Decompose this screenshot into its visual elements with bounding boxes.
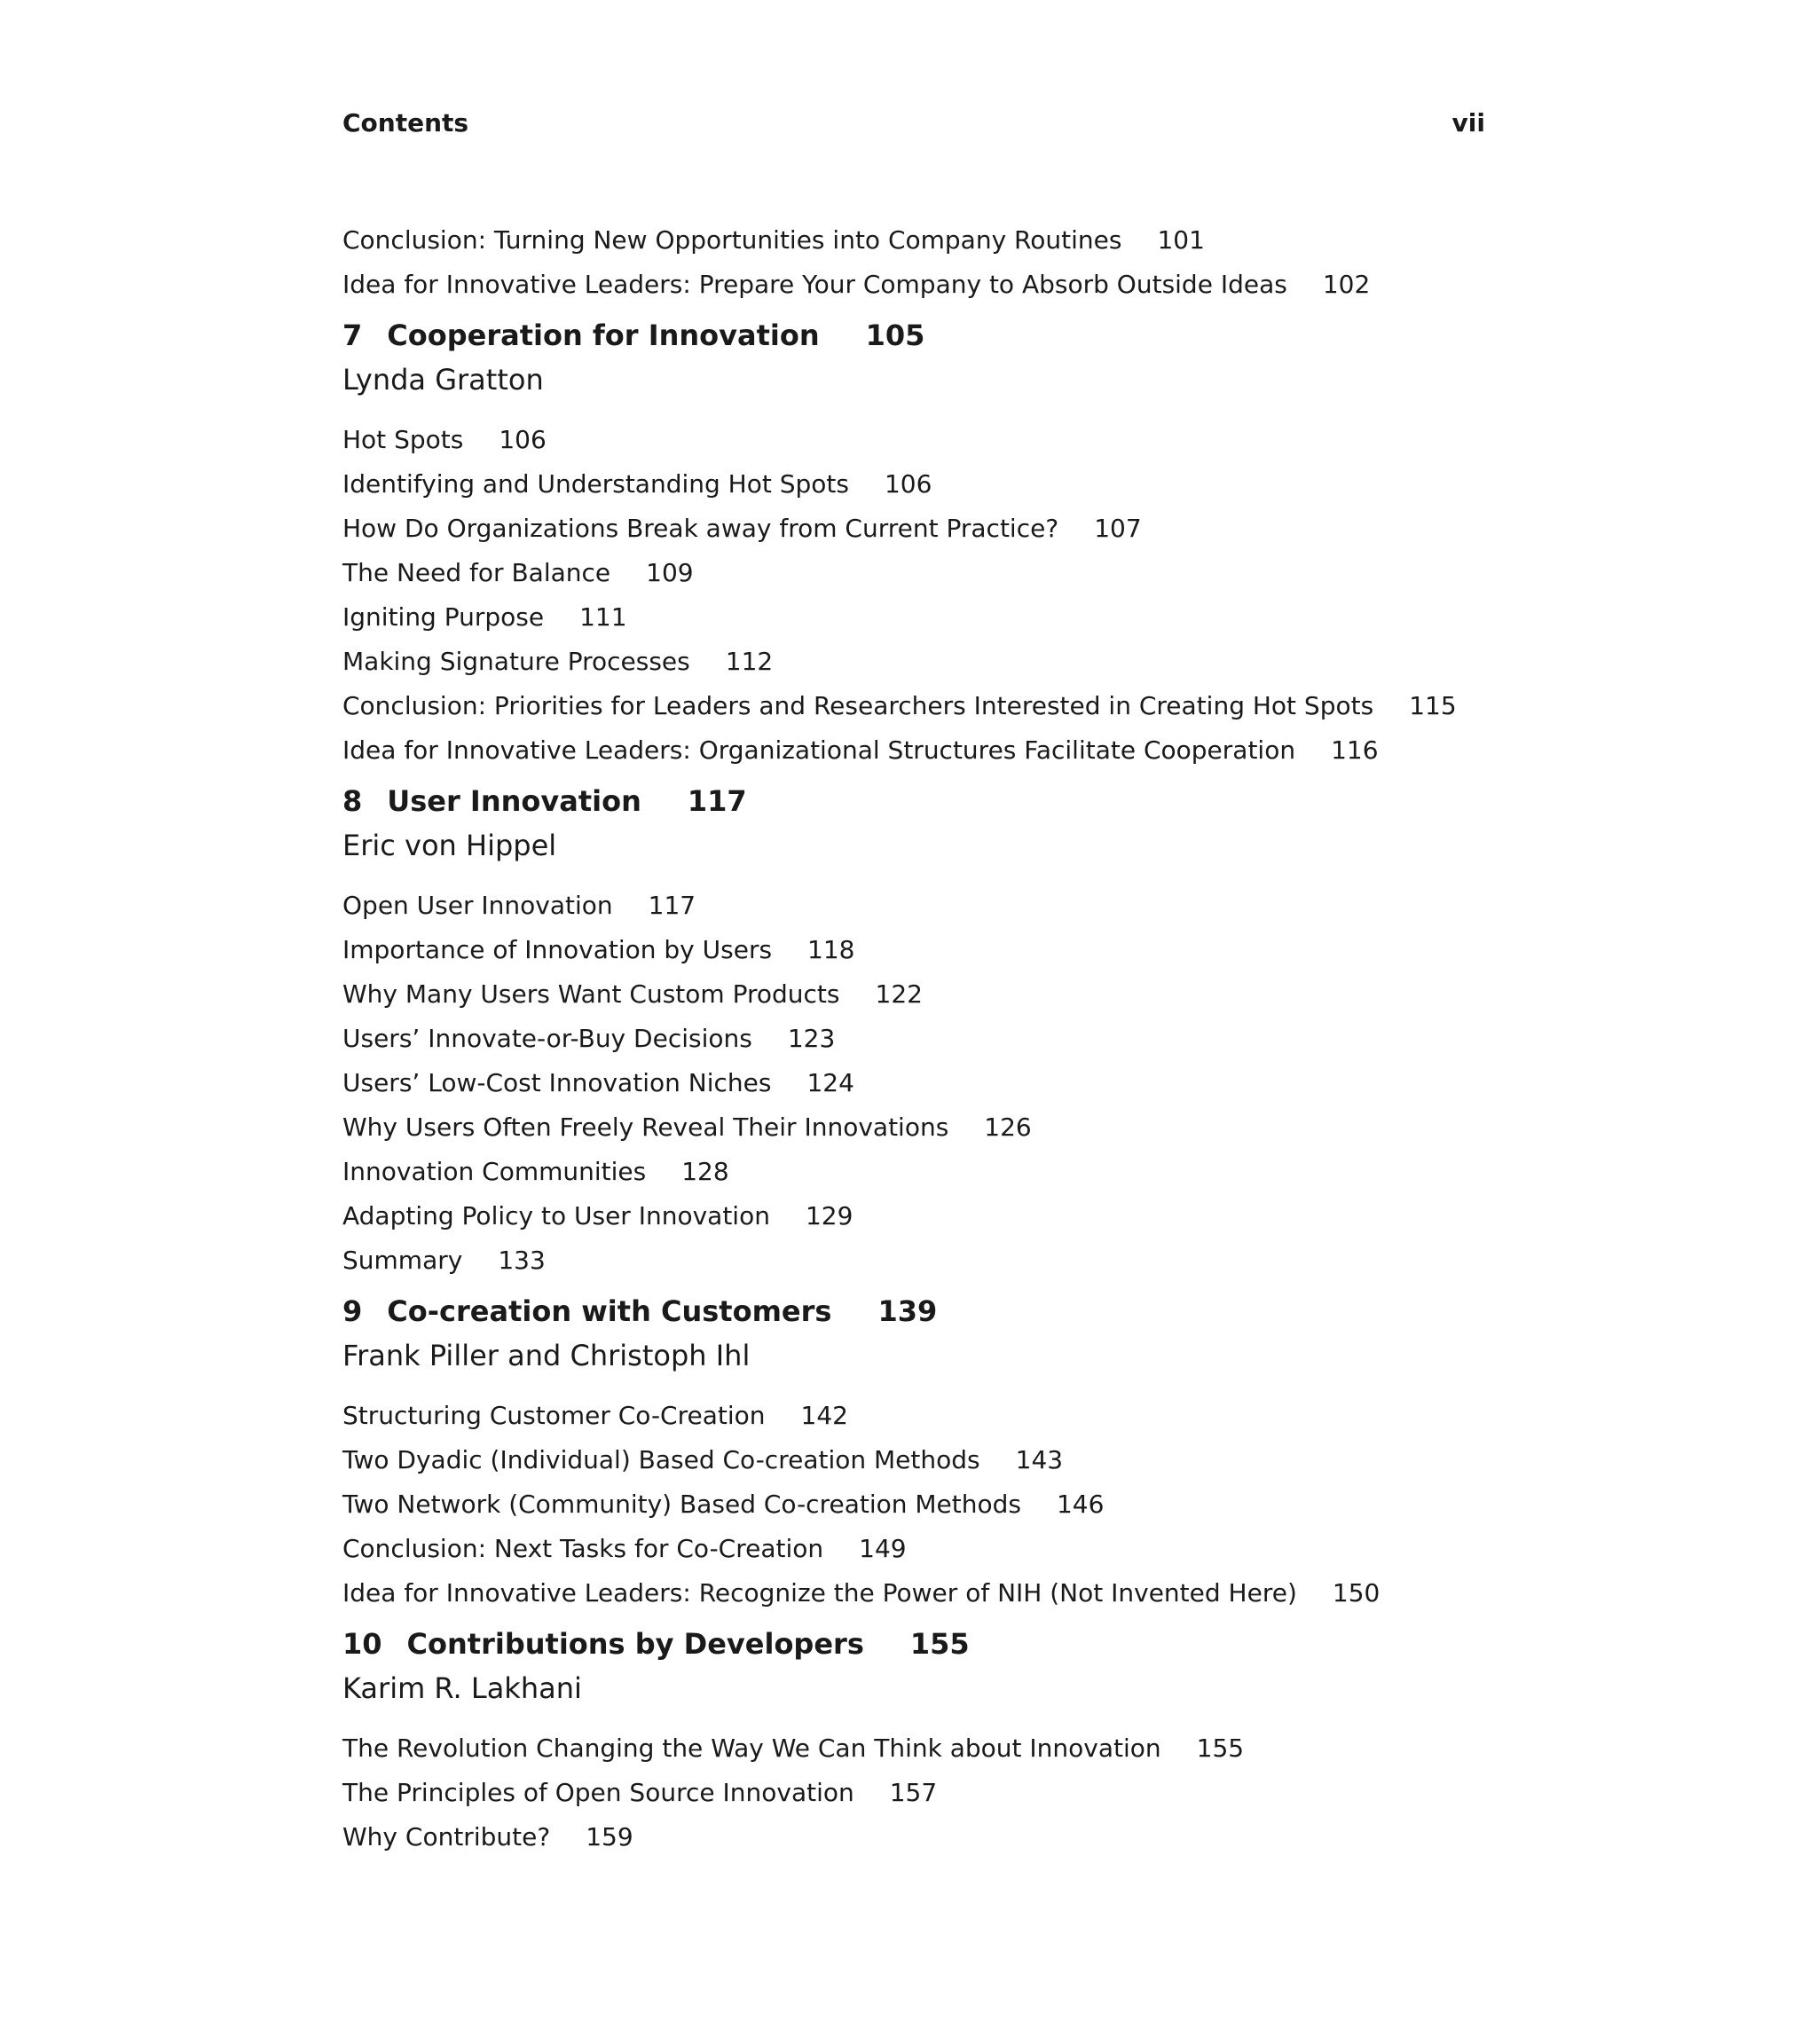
toc-entry [342,640,1485,684]
toc-entry-page: 102 [1322,270,1371,299]
toc-entry-page: 111 [579,602,627,632]
toc-entry-title: Summary [342,1246,463,1275]
toc-entry-page: 129 [805,1201,853,1230]
toc-entry-title: The Principles of Open Source Innovation [342,1778,854,1807]
toc-entry [342,1017,1485,1061]
toc-entry-title: Importance of Innovation by Users [342,935,773,964]
toc-entry-page: 124 [806,1068,854,1097]
toc-entry-page: 101 [1157,225,1205,255]
running-head [342,108,1485,144]
toc-entry [342,928,1485,972]
chapter-title: Co-creation with Customers [387,1294,832,1328]
chapter-title: User Innovation [387,784,641,818]
chapter-number: 8 [342,784,363,818]
toc-entry-page: 109 [646,558,694,587]
chapter-section [342,315,1485,773]
toc-entry-title: Making Signature Processes [342,647,690,676]
toc-entry-page: 146 [1056,1490,1105,1519]
toc-entry-title: Conclusion: Next Tasks for Co-Creation [342,1534,824,1563]
toc-entry-title: Innovation Communities [342,1157,647,1186]
toc-entry-page: 155 [1196,1733,1245,1763]
chapter-page: 155 [909,1627,970,1661]
toc-entry [342,1527,1485,1571]
toc-entry [342,1150,1485,1194]
toc-entry [342,1438,1485,1482]
toc-entry-title: Conclusion: Turning New Opportunities into Company Routines [342,225,1122,255]
toc-entry [342,684,1485,728]
toc-entry-page: 159 [586,1822,633,1851]
toc-entry-title: Two Dyadic (Individual) Based Co-creation Methods [342,1445,980,1474]
toc-entry-title: Igniting Purpose [342,602,545,632]
toc-entry-title: How Do Organizations Break away from Current Practice? [342,514,1059,543]
toc-entry-page: 157 [889,1778,938,1807]
toc-entry [342,1571,1485,1616]
chapter-heading [342,1291,1485,1332]
toc-entry [342,1482,1485,1527]
toc-entry-page: 106 [499,425,547,454]
toc-entry-title: The Need for Balance [342,558,611,587]
chapter-number: 10 [342,1627,382,1661]
toc-entry [342,972,1485,1017]
page-number: vii [1451,108,1485,138]
chapter-author: Lynda Gratton [342,363,544,397]
toc-entry [342,1815,1485,1859]
toc-entry-page: 107 [1094,514,1142,543]
toc-entry-page: 142 [800,1401,848,1430]
toc-entry-page: 126 [984,1112,1032,1142]
toc-entry [342,595,1485,640]
toc-entry-page: 122 [875,979,923,1009]
toc-entry-page: 116 [1331,735,1379,765]
chapter-heading [342,781,1485,822]
toc-entry-title: Users’ Innovate-or-Buy Decisions [342,1024,752,1053]
toc-entry-page: 123 [787,1024,836,1053]
toc-entry-page: 117 [648,891,696,920]
toc-entry-page: 112 [725,647,774,676]
toc-entry-page: 115 [1409,691,1457,720]
contents-page [342,0,1485,2044]
toc-entry-page: 143 [1015,1445,1064,1474]
toc-entry [342,728,1485,773]
chapter-number: 7 [342,318,363,352]
chapter-title: Cooperation for Innovation [387,318,820,352]
toc-entry [342,1105,1485,1150]
chapter-title: Contributions by Developers [406,1627,864,1661]
toc-entry [342,1194,1485,1238]
toc-entry-title: Open User Innovation [342,891,613,920]
toc-entries [342,218,1485,1859]
toc-entry-title: Why Many Users Want Custom Products [342,979,840,1009]
toc-entry-title: Why Contribute? [342,1822,551,1851]
toc-entry-page: 106 [884,469,932,499]
toc-entry-title: Conclusion: Priorities for Leaders and Researchers Interested in Creating Hot Spots [342,691,1374,720]
chapter-heading [342,1623,1485,1664]
toc-entry-page: 118 [807,935,855,964]
toc-entry [342,218,1485,263]
chapter-author: Eric von Hippel [342,829,557,862]
chapter-author: Frank Piller and Christoph Ihl [342,1339,751,1372]
toc-entry [342,884,1485,928]
toc-entry-title: Idea for Innovative Leaders: Organizational Structures Facilitate Cooperation [342,735,1296,765]
toc-entry-title: Idea for Innovative Leaders: Prepare Your Company to Absorb Outside Ideas [342,270,1287,299]
chapter-author: Karim R. Lakhani [342,1671,582,1705]
toc-entry-page: 128 [681,1157,729,1186]
toc-entry-title: The Revolution Changing the Way We Can Think about Innovation [342,1733,1161,1763]
toc-entry-page: 133 [498,1246,546,1275]
toc-entry [342,1238,1485,1283]
toc-entry [342,263,1485,307]
toc-entry-title: Identifying and Understanding Hot Spots [342,469,849,499]
chapter-page: 105 [865,318,925,352]
toc-entry [342,418,1485,462]
chapter-page: 117 [687,784,747,818]
toc-entry [342,462,1485,507]
toc-entry-title: Structuring Customer Co-Creation [342,1401,766,1430]
running-head-title: Contents [342,108,469,138]
toc-entry-title: Adapting Policy to User Innovation [342,1201,770,1230]
toc-entry-title: Users’ Low-Cost Innovation Niches [342,1068,772,1097]
toc-entry [342,551,1485,595]
toc-entry-title: Two Network (Community) Based Co-creation Methods [342,1490,1021,1519]
toc-entry-page: 150 [1332,1578,1380,1608]
toc-entry [342,1061,1485,1105]
chapter-section [342,1291,1485,1616]
toc-entry-title: Idea for Innovative Leaders: Recognize the Power of NIH (Not Invented Here) [342,1578,1297,1608]
chapter-page: 139 [877,1294,938,1328]
toc-entry [342,1726,1485,1771]
chapter-section [342,781,1485,1283]
toc-entry-title: Why Users Often Freely Reveal Their Innovations [342,1112,949,1142]
chapter-number: 9 [342,1294,363,1328]
chapter-section [342,1623,1485,1859]
toc-entry [342,1771,1485,1815]
toc-entry-page: 149 [859,1534,907,1563]
toc-entry [342,1394,1485,1438]
toc-entry-title: Hot Spots [342,425,464,454]
chapter-heading [342,315,1485,356]
toc-entry [342,507,1485,551]
